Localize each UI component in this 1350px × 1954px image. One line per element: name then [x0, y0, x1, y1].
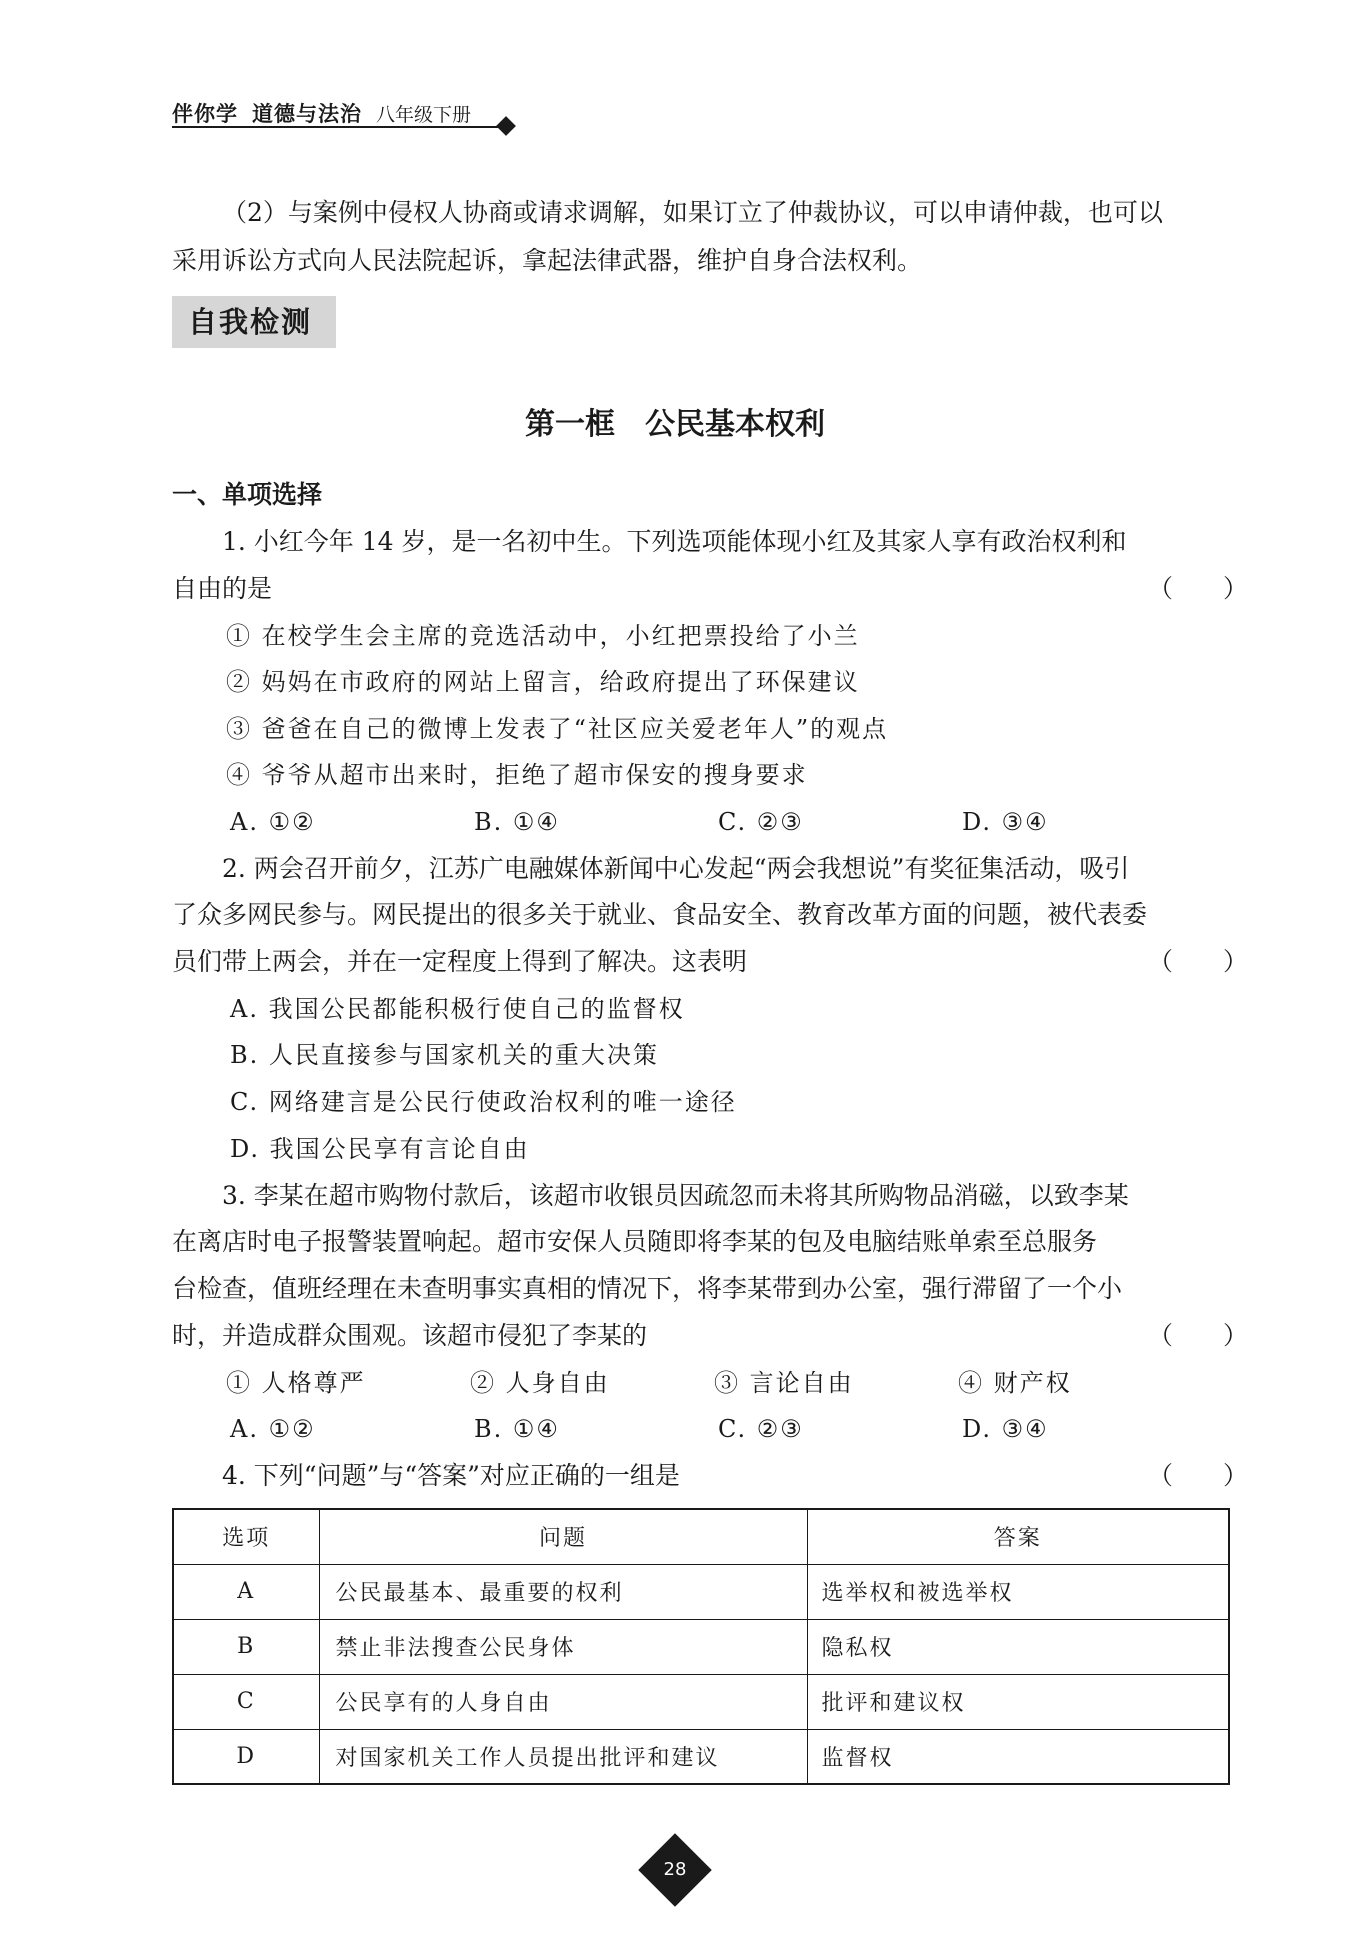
q2-line-1: 2. 两会召开前夕，江苏广电融媒体新闻中心发起“两会我想说”有奖征集活动，吸引	[222, 854, 1130, 883]
q1-choice-b: B. ①④	[474, 808, 560, 836]
header-rule	[172, 126, 502, 128]
q2-line-3: 员们带上两会，并在一定程度上得到了解决。这表明	[172, 947, 748, 976]
q3-line-1: 3. 李某在超市购物付款后，该超市收银员因疏忽而未将其所购物品消磁，以致李某	[222, 1181, 1129, 1210]
table-header-option: 选项	[173, 1509, 319, 1564]
q1-line-2: 自由的是	[172, 574, 273, 603]
q3-item-3: ③ 言论自由	[714, 1369, 854, 1397]
q3-item-1: ① 人格尊严	[226, 1369, 366, 1397]
header-diamond-icon	[496, 116, 516, 136]
table-row	[173, 1729, 1229, 1784]
table-row	[173, 1619, 1229, 1674]
table-header-row	[173, 1509, 1229, 1564]
table-cell-question: 公民享有的人身自由	[319, 1674, 807, 1729]
table-row	[173, 1674, 1229, 1729]
table-cell-question: 禁止非法搜查公民身体	[319, 1619, 807, 1674]
page-number: 28	[663, 1859, 687, 1880]
table-cell-option: B	[173, 1619, 319, 1674]
q3-choice-b: B. ①④	[474, 1415, 560, 1443]
table-header-answer: 答案	[807, 1509, 1229, 1564]
table-cell-question: 对国家机关工作人员提出批评和建议	[319, 1729, 807, 1784]
q2-choice-b: B. 人民直接参与国家机关的重大决策	[230, 1041, 659, 1069]
header-grade: 八年级下册	[376, 104, 472, 126]
section-title: 自我检测	[188, 305, 313, 339]
q3-line-3: 台检查，值班经理在未查明事实真相的情况下，将李某带到办公室，强行滞留了一个小	[172, 1274, 1123, 1303]
q1-item-4: ④ 爷爷从超市出来时，拒绝了超市保安的搜身要求	[226, 761, 808, 789]
q2-choice-a: A. 我国公民都能积极行使自己的监督权	[230, 995, 685, 1023]
q2-line-2: 了众多网民参与。网民提出的很多关于就业、食品安全、教育改革方面的问题，被代表委	[172, 900, 1148, 929]
q3-line-2: 在离店时电子报警装置响起。超市安保人员随即将李某的包及电脑结账单索至总服务	[172, 1227, 1098, 1256]
q1-item-2: ② 妈妈在市政府的网站上留言，给政府提出了环保建议	[226, 668, 860, 696]
header-subject: 道德与法治	[252, 102, 362, 126]
part-title: 一、单项选择	[172, 480, 323, 509]
q1-item-1: ① 在校学生会主席的竞选活动中，小红把票投给了小兰	[226, 622, 860, 650]
q3-item-2: ② 人身自由	[470, 1369, 610, 1397]
running-header	[172, 98, 471, 128]
q3-line-4: 时，并造成群众围观。该超市侵犯了李某的	[172, 1321, 648, 1350]
q1-line-1: 1. 小红今年 14 岁，是一名初中生。下列选项能体现小红及其家人享有政治权利和	[222, 527, 1127, 556]
q4-line-1: 4. 下列“问题”与“答案”对应正确的一组是	[222, 1461, 680, 1490]
q2-choice-c: C. 网络建言是公民行使政治权利的唯一途径	[230, 1088, 737, 1116]
table-cell-option: C	[173, 1674, 319, 1729]
q4-table	[172, 1508, 1230, 1785]
q3-choice-d: D. ③④	[962, 1415, 1049, 1443]
q3-answer-bracket: （ ）	[1148, 1321, 1249, 1350]
q1-choice-a: A. ①②	[230, 808, 316, 836]
table-cell-answer: 监督权	[807, 1729, 1229, 1784]
table-row	[173, 1564, 1229, 1619]
intro-line-2: 采用诉讼方式向人民法院起诉，拿起法律武器，维护自身合法权利。	[172, 246, 923, 275]
chapter-title: 第一框 公民基本权利	[525, 407, 825, 442]
table-cell-option: D	[173, 1729, 319, 1784]
q2-choice-d: D. 我国公民享有言论自由	[230, 1135, 530, 1163]
q1-answer-bracket: （ ）	[1148, 574, 1249, 603]
table-cell-answer: 选举权和被选举权	[807, 1564, 1229, 1619]
q1-item-3: ③ 爸爸在自己的微博上发表了“社区应关爱老年人”的观点	[226, 715, 889, 743]
q4-answer-bracket: （ ）	[1148, 1461, 1249, 1490]
q2-answer-bracket: （ ）	[1148, 947, 1249, 976]
table-cell-option: A	[173, 1564, 319, 1619]
q3-choice-c: C. ②③	[718, 1415, 804, 1443]
q3-choice-a: A. ①②	[230, 1415, 316, 1443]
intro-line-1: （2）与案例中侵权人协商或请求调解，如果订立了仲裁协议，可以申请仲裁，也可以	[222, 198, 1163, 227]
q3-item-4: ④ 财产权	[958, 1369, 1072, 1397]
table-cell-answer: 隐私权	[807, 1619, 1229, 1674]
q1-choice-c: C. ②③	[718, 808, 804, 836]
table-cell-answer: 批评和建议权	[807, 1674, 1229, 1729]
header-brand: 伴你学	[172, 102, 238, 126]
table-header-question: 问题	[319, 1509, 807, 1564]
q1-choice-d: D. ③④	[962, 808, 1049, 836]
table-cell-question: 公民最基本、最重要的权利	[319, 1564, 807, 1619]
